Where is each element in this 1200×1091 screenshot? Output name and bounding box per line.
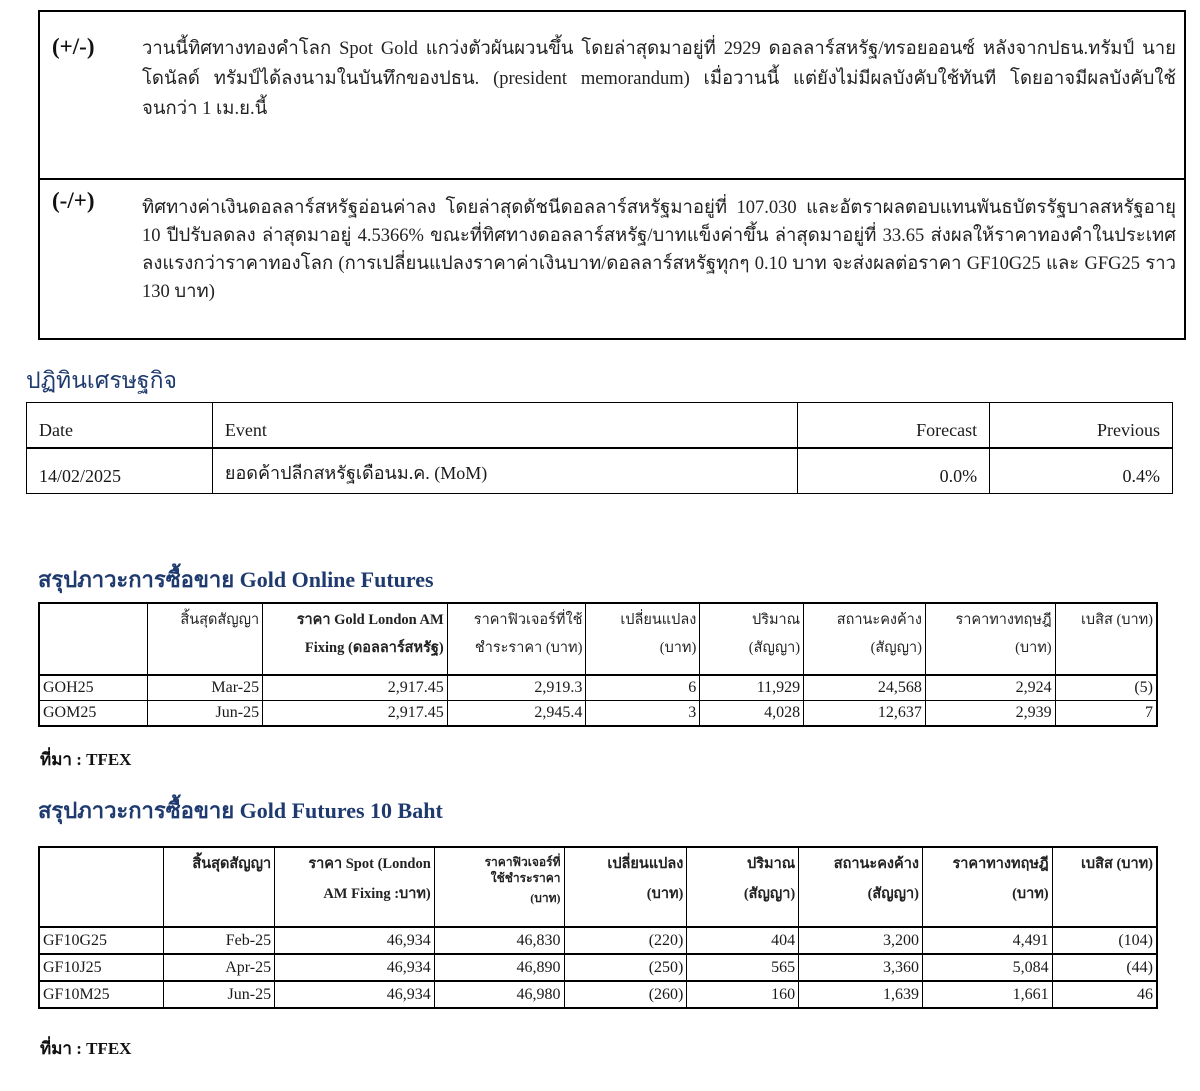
gold-online-futures-table [38,602,1158,727]
cell-spot: 46,934 [275,927,435,954]
cell-date: 14/02/2025 [27,448,213,494]
cell-code: GF10G25 [39,927,164,954]
cell-expiry: Feb-25 [164,927,275,954]
table-row [39,675,1157,701]
cell-theoretical: 2,924 [925,675,1055,701]
table-row [39,954,1157,981]
market-commentary-box [38,10,1186,340]
cell-change: 3 [586,701,700,727]
table-header-row [39,603,1157,675]
header-theoretical: ราคาทางทฤษฎี (บาท) [922,847,1052,927]
cell-event: ยอดค้าปลีกสหรัฐเดือนม.ค. (MoM) [212,448,797,494]
cell-change: (260) [564,981,687,1008]
cell-settle: 2,919.3 [447,675,586,701]
cell-spot: 2,917.45 [263,675,448,701]
source-note: ที่มา : TFEX [40,750,132,769]
cell-settle: 2,945.4 [447,701,586,727]
table-row [39,981,1157,1008]
header-open-interest: สถานะคงค้าง (สัญญา) [804,603,926,675]
cell-change: (250) [564,954,687,981]
cell-open-interest: 12,637 [804,701,926,727]
cell-theoretical: 1,661 [922,981,1052,1008]
gold-online-title: สรุปภาวะการซื้อขาย Gold Online Futures [38,567,434,592]
source-note: ที่มา : TFEX [40,1039,132,1058]
cell-expiry: Apr-25 [164,954,275,981]
cell-volume: 404 [687,927,799,954]
direction-sign: (-/+) [52,188,95,213]
header-change: เปลี่ยนแปลง (บาท) [564,847,687,927]
table-row [39,927,1157,954]
cell-change: 6 [586,675,700,701]
header-forecast: Forecast [798,403,990,449]
header-basis: เบสิส (บาท) [1055,603,1157,675]
cell-change: (220) [564,927,687,954]
cell-open-interest: 3,360 [799,954,923,981]
header-previous: Previous [990,403,1173,449]
cell-open-interest: 24,568 [804,675,926,701]
header-open-interest: สถานะคงค้าง (สัญญา) [799,847,923,927]
cell-volume: 160 [687,981,799,1008]
gold-commentary-row [40,12,1184,180]
direction-sign: (+/-) [52,34,95,59]
cell-previous: 0.4% [990,448,1173,494]
cell-open-interest: 3,200 [799,927,923,954]
header-event: Event [212,403,797,449]
cell-basis: 7 [1055,701,1157,727]
header-basis: เบสิส (บาท) [1052,847,1157,927]
gold-10baht-futures-table [38,846,1158,1009]
header-code [39,603,148,675]
header-volume: ปริมาณ (สัญญา) [687,847,799,927]
cell-code: GF10M25 [39,981,164,1008]
calendar-row [27,448,1173,494]
header-code [39,847,164,927]
cell-expiry: Jun-25 [164,981,275,1008]
header-expiry: สิ้นสุดสัญญา [148,603,263,675]
header-settle: ราคาฟิวเจอร์ที่ ใช้ชำระราคา (บาท) [434,847,564,927]
cell-forecast: 0.0% [798,448,990,494]
header-date: Date [27,403,213,449]
header-theoretical: ราคาทางทฤษฎี (บาท) [925,603,1055,675]
cell-spot: 2,917.45 [263,701,448,727]
cell-code: GF10J25 [39,954,164,981]
header-volume: ปริมาณ (สัญญา) [700,603,804,675]
calendar-header-row [27,403,1173,449]
usd-commentary-text: ทิศทางค่าเงินดอลลาร์สหรัฐอ่อนค่าลง โดยล่าสุดดัชนีดอลลาร์สหรัฐมาอยู่ที่ 107.030 และอัตราผลตอบแทนพันธบัตรรัฐบาลสหรัฐอายุ 10 ปีปรับลดลง ล่าสุดมาอยู่ 4.5366% ขณะที่ทิศทางดอลลาร์สหรัฐ/บาทแข็งค่าขึ้น ล่าสุดมาอยู่ที่ 33.65 ส่งผลให้ราคาทองคำในประเทศลงแรงกว่าราคาทองโลก (การเปลี่ยนแปลงราคาค่าเงินบาท/ดอลลาร์สหรัฐทุกๆ 0.10 บาท จะส่งผลต่อราคา GF10G25 และ GFG25 ราว 130 บาท) [142,198,1176,302]
calendar-title: ปฏิทินเศรษฐกิจ [26,368,177,393]
cell-settle: 46,980 [434,981,564,1008]
cell-spot: 46,934 [275,954,435,981]
gold-10baht-title: สรุปภาวะการซื้อขาย Gold Futures 10 Baht [38,798,443,823]
cell-expiry: Mar-25 [148,675,263,701]
economic-calendar-table [26,402,1173,494]
header-spot: ราคา Gold London AM Fixing (ดอลลาร์สหรัฐ) [263,603,448,675]
cell-theoretical: 4,491 [922,927,1052,954]
cell-settle: 46,890 [434,954,564,981]
cell-settle: 46,830 [434,927,564,954]
cell-open-interest: 1,639 [799,981,923,1008]
table-row [39,701,1157,727]
table-header-row [39,847,1157,927]
cell-volume: 11,929 [700,675,804,701]
cell-spot: 46,934 [275,981,435,1008]
cell-code: GOM25 [39,701,148,727]
usd-commentary-row [40,180,1184,338]
cell-code: GOH25 [39,675,148,701]
cell-basis: (5) [1055,675,1157,701]
header-change: เปลี่ยนแปลง (บาท) [586,603,700,675]
cell-basis: 46 [1052,981,1157,1008]
cell-volume: 565 [687,954,799,981]
header-settle: ราคาฟิวเจอร์ที่ใช้ ชำระราคา (บาท) [447,603,586,675]
header-spot: ราคา Spot (London AM Fixing :บาท) [275,847,435,927]
gold-commentary-text: วานนี้ทิศทางทองคำโลก Spot Gold แกว่งตัวผันผวนขึ้น โดยล่าสุดมาอยู่ที่ 2929 ดอลลาร์สหรัฐ/ทรอยออนซ์ หลังจากปธน.ทรัมป์ นายโดนัลด์ ทรัมป์ได้ลงนามในบันทึกของปธน. (president memorandum) เมื่อวานนี้ แต่ยังไม่มีผลบังคับใช้ทันที โดยอาจมีผลบังคับใช้จนกว่า 1 เม.ย.นี้ [142,39,1176,119]
cell-theoretical: 5,084 [922,954,1052,981]
cell-volume: 4,028 [700,701,804,727]
header-expiry: สิ้นสุดสัญญา [164,847,275,927]
cell-theoretical: 2,939 [925,701,1055,727]
cell-basis: (104) [1052,927,1157,954]
cell-expiry: Jun-25 [148,701,263,727]
cell-basis: (44) [1052,954,1157,981]
